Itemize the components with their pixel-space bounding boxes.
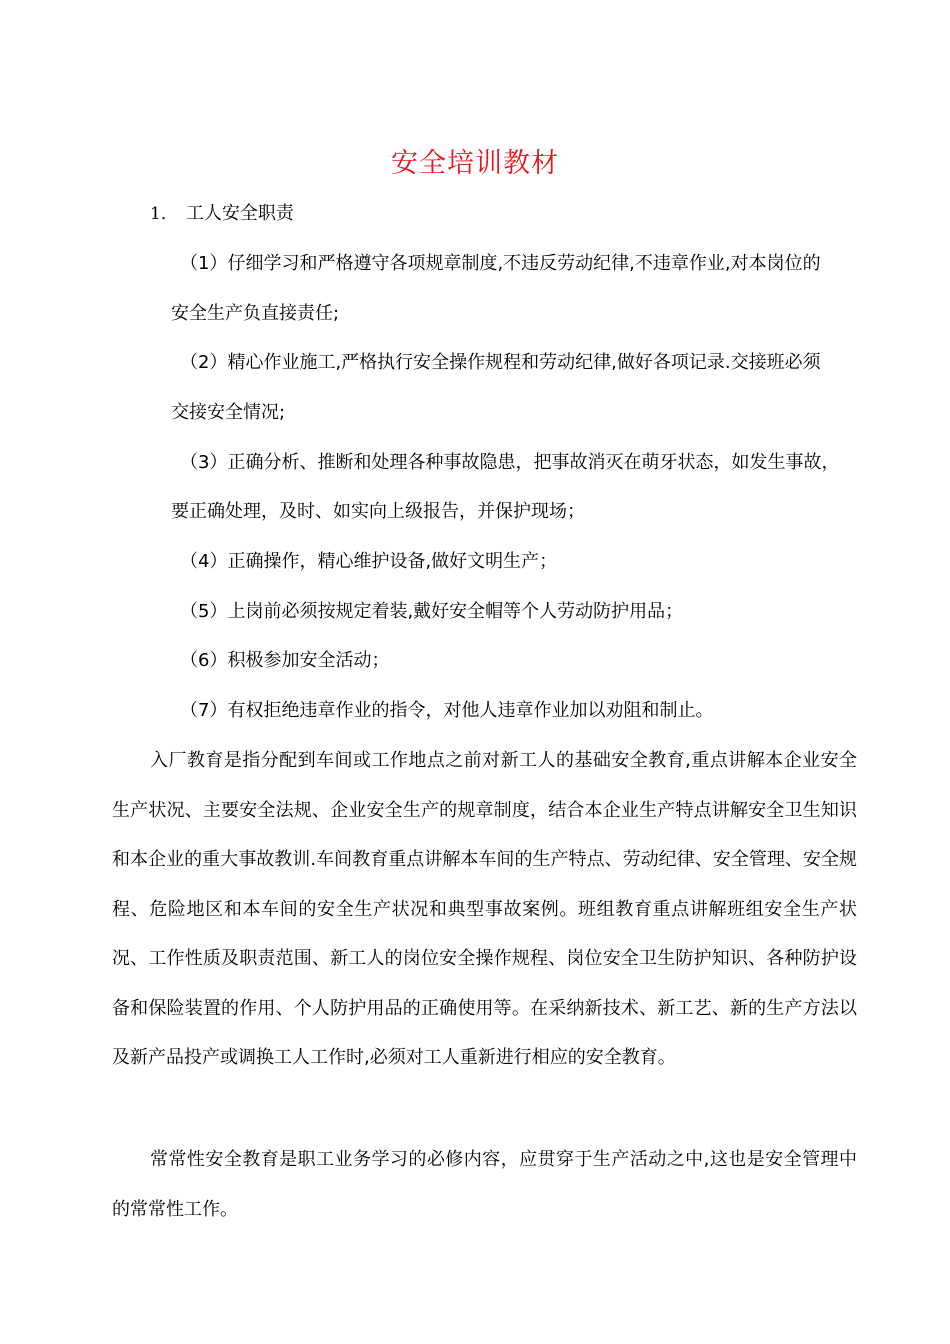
section-heading — [150, 200, 294, 228]
duty-line-1-cont: 安全生产负直接责任; — [171, 303, 340, 324]
paragraph-regular-education: 常常性安全教育是职工业务学习的必修内容，应贯穿于生产活动之中,这也是安全管理中的常常性工作。 — [112, 1149, 857, 1220]
duty-line-3-cont: 要正确处理，及时、如实向上级报告，并保护现场； — [171, 501, 585, 522]
duty-line-7: （7）有权拒绝违章作业的指令，对他人违章作业加以劝阻和制止。 — [180, 700, 714, 721]
duty-line-5: （5）上岗前必须按规定着装,戴好安全帽等个人劳动防护用品； — [180, 601, 684, 622]
document-title: 安全培训教材 — [391, 148, 559, 179]
duty-line-6: （6）积极参加安全活动； — [180, 650, 390, 671]
section-number: 1． — [150, 204, 178, 224]
paragraph-entry-education: 入厂教育是指分配到车间或工作地点之前对新工人的基础安全教育,重点讲解本企业安全生产状况、主要安全法规、企业安全生产的规章制度，结合本企业生产特点讲解安全卫生知识和本企业的重大事故教训.车间教育重点讲解本车间的生产特点、劳动纪律、安全管理、安全规程、危险地区和本车间的安全生产状况和典型事故案例。班组教育重点讲解班组安全生产状况、工作性质及职责范围、新工人的岗位安全操作规程、岗位安全卫生防护知识、各种防护设备和保险装置的作用、个人防护用品的正确使用等。在采纳新技术、新工艺、新的生产方法以及新产品投产或调换工人工作时,必须对工人重新进行相应的安全教育。 — [112, 750, 857, 1068]
duty-line-2-cont: 交接安全情况; — [171, 402, 286, 423]
duty-line-2: （2）精心作业施工,严格执行安全操作规程和劳动纪律,做好各项记录.交接班必须 — [180, 352, 821, 373]
duty-line-4: （4）正确操作，精心维护设备,做好文明生产； — [180, 551, 558, 572]
duty-line-1: （1）仔细学习和严格遵守各项规章制度,不违反劳动纪律,不违章作业,对本岗位的 — [180, 253, 821, 274]
section-heading-text: 工人安全职责 — [185, 203, 294, 224]
duty-line-3: （3）正确分析、推断和处理各种事故隐患，把事故消灭在萌牙状态，如发生事故， — [180, 452, 840, 473]
